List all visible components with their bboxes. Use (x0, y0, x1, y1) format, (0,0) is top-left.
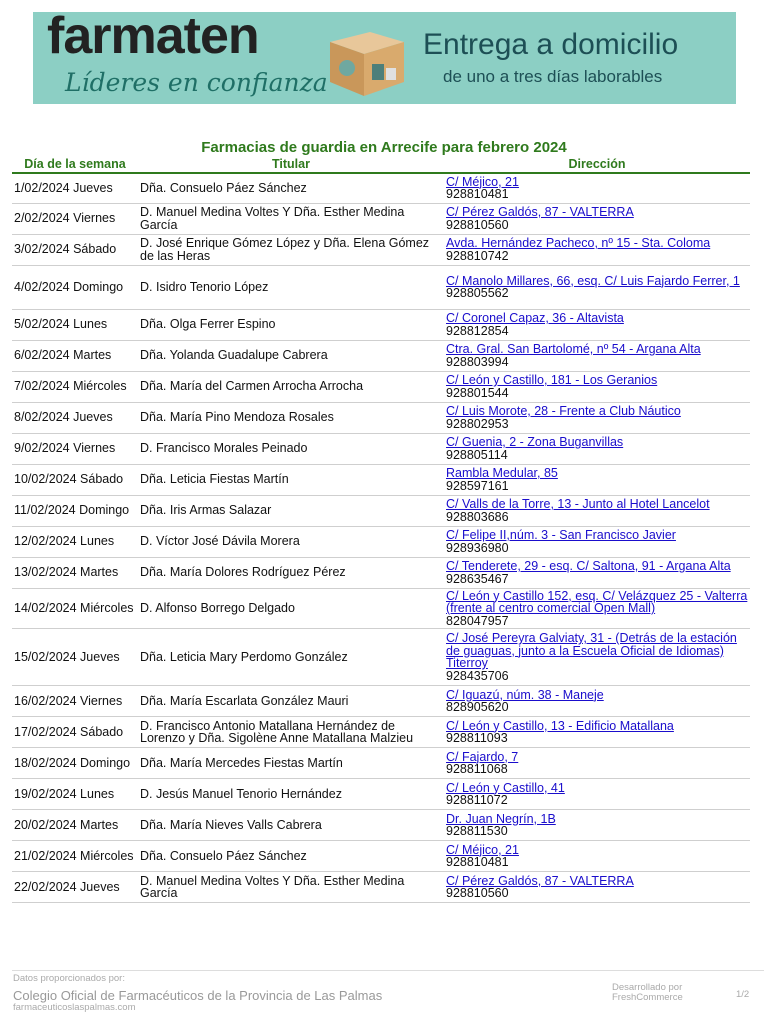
table-row (12, 402, 750, 433)
address-link[interactable]: Dr. Juan Negrín, 1B (446, 811, 556, 826)
row-address-cell (444, 203, 750, 234)
phone-number: 828047957 (446, 613, 509, 628)
table-row (12, 810, 750, 841)
footer-provided-by: Datos proporcionados por: (13, 973, 125, 984)
row-titular: D. Manuel Medina Voltes Y Dña. Esther Medina García (138, 203, 444, 234)
row-address-cell (444, 433, 750, 464)
row-address-cell (444, 265, 750, 309)
row-titular: Dña. María del Carmen Arrocha Arrocha (138, 371, 444, 402)
phone-number: 928810481 (446, 855, 509, 869)
footer-dev-name: FreshCommerce (612, 992, 683, 1003)
row-day: 19/02/2024 Lunes (12, 779, 138, 810)
address-link[interactable]: C/ León y Castillo, 13 - Edificio Matallana (446, 718, 674, 733)
row-day: 8/02/2024 Jueves (12, 402, 138, 433)
row-address-cell (444, 717, 750, 748)
table-row (12, 309, 750, 340)
row-day: 17/02/2024 Sábado (12, 717, 138, 748)
row-titular: Dña. Consuelo Páez Sánchez (138, 173, 444, 203)
row-day: 13/02/2024 Martes (12, 557, 138, 588)
table-row (12, 495, 750, 526)
row-address-cell (444, 371, 750, 402)
header-titular: Titular (138, 156, 444, 173)
row-titular: Dña. Iris Armas Salazar (138, 495, 444, 526)
address-link[interactable]: C/ Méjico, 21 (446, 842, 519, 857)
address-link[interactable]: Ctra. Gral. San Bartolomé, nº 54 - Argana Alta (446, 342, 701, 356)
banner-subline: de uno a tres días laborables (443, 67, 663, 86)
address-link[interactable]: C/ León y Castillo, 181 - Los Geranios (446, 373, 658, 387)
row-titular: D. Alfonso Borrego Delgado (138, 588, 444, 629)
row-address-cell (444, 340, 750, 371)
phone-number: 928802953 (446, 416, 509, 431)
row-titular: Dña. María Mercedes Fiestas Martín (138, 748, 444, 779)
address-link[interactable]: C/ Fajardo, 7 (446, 749, 519, 764)
header-address: Dirección (444, 156, 750, 173)
row-day: 12/02/2024 Lunes (12, 526, 138, 557)
page-title: Farmacias de guardia en Arrecife para febrero 2024 (201, 139, 567, 156)
table-row (12, 464, 750, 495)
row-day: 11/02/2024 Domingo (12, 495, 138, 526)
phone-number: 928936980 (446, 540, 509, 555)
row-address-cell (444, 402, 750, 433)
footer-developer (612, 983, 712, 1003)
row-address-cell (444, 526, 750, 557)
header-day: Día de la semana (12, 156, 138, 173)
address-link[interactable]: C/ Pérez Galdós, 87 - VALTERRA (446, 873, 634, 888)
table-row (12, 526, 750, 557)
pharmacy-box-icon (320, 20, 408, 98)
phone-number: 928810481 (446, 187, 509, 202)
phone-number: 928435706 (446, 668, 509, 683)
footer-site: farmaceuticoslaspalmas.com (13, 1002, 136, 1013)
phone-number: 928812854 (446, 323, 509, 338)
phone-number: 928805114 (446, 447, 508, 462)
table-row (12, 173, 750, 203)
phone-number: 928801544 (446, 385, 509, 400)
row-titular: Dña. María Escarlata González Mauri (138, 686, 444, 717)
row-day: 18/02/2024 Domingo (12, 748, 138, 779)
row-address-cell (444, 588, 750, 629)
row-address-cell (444, 495, 750, 526)
table-row (12, 686, 750, 717)
table-row (12, 265, 750, 309)
phone-number: 828905620 (446, 700, 509, 714)
row-titular: Dña. María Nieves Valls Cabrera (138, 810, 444, 841)
row-titular: D. Francisco Antonio Matallana Hernández de Lorenzo y Dña. Sigolène Anne Matallana Malzieu (138, 717, 444, 748)
phone-number: 928635467 (446, 571, 509, 586)
row-day: 3/02/2024 Sábado (12, 234, 138, 265)
row-address-cell (444, 686, 750, 717)
pharmacy-schedule-table (12, 156, 750, 903)
address-link[interactable]: C/ Luis Morote, 28 - Frente a Club Náutico (446, 404, 681, 418)
row-titular: D. Jesús Manuel Tenorio Hernández (138, 779, 444, 810)
row-day: 20/02/2024 Martes (12, 810, 138, 841)
row-day: 9/02/2024 Viernes (12, 433, 138, 464)
address-link[interactable]: C/ León y Castillo, 41 (446, 780, 565, 795)
brand-logo: farmaten (47, 12, 259, 65)
table-row (12, 371, 750, 402)
table-row (12, 588, 750, 629)
phone-number: 928810560 (446, 217, 509, 232)
row-day: 1/02/2024 Jueves (12, 173, 138, 203)
address-link[interactable]: C/ Felipe II,núm. 3 - San Francisco Javier (446, 528, 676, 542)
phone-number: 928803686 (446, 509, 509, 524)
phone-number: 928805562 (446, 286, 509, 300)
row-day: 5/02/2024 Lunes (12, 309, 138, 340)
row-titular: Dña. Consuelo Páez Sánchez (138, 841, 444, 872)
row-titular: D. José Enrique Gómez López y Dña. Elena Gómez de las Heras (138, 234, 444, 265)
address-link[interactable]: C/ Méjico, 21 (446, 174, 519, 189)
row-address-cell (444, 464, 750, 495)
table-row (12, 433, 750, 464)
row-day: 2/02/2024 Viernes (12, 203, 138, 234)
phone-number: 928810742 (446, 248, 509, 263)
row-titular: Dña. Yolanda Guadalupe Cabrera (138, 340, 444, 371)
row-day: 16/02/2024 Viernes (12, 686, 138, 717)
footer-org: Colegio Oficial de Farmacéuticos de la Provincia de Las Palmas (13, 988, 383, 1003)
row-day: 22/02/2024 Jueves (12, 872, 138, 903)
table-row (12, 629, 750, 686)
row-titular: D. Manuel Medina Voltes Y Dña. Esther Medina García (138, 872, 444, 903)
row-titular: Dña. Olga Ferrer Espino (138, 309, 444, 340)
table-row (12, 748, 750, 779)
address-link[interactable]: C/ León y Castillo 152, esq. C/ Velázquez 25 - Valterra (frente al centro comercial Open Mall) (446, 588, 748, 615)
address-link[interactable]: C/ Coronel Capaz, 36 - Altavista (446, 311, 624, 325)
table-row (12, 872, 750, 903)
table-row (12, 841, 750, 872)
address-link[interactable]: C/ Manolo Millares, 66, esq. C/ Luis Fajardo Ferrer, 1 (446, 273, 740, 288)
row-address-cell (444, 841, 750, 872)
page-number: 1/2 (736, 989, 750, 1000)
row-titular: D. Isidro Tenorio López (138, 265, 444, 309)
phone-number: 928811530 (446, 824, 508, 838)
row-titular: D. Víctor José Dávila Morera (138, 526, 444, 557)
row-day: 7/02/2024 Miércoles (12, 371, 138, 402)
row-address-cell (444, 557, 750, 588)
table-row (12, 717, 750, 748)
row-address-cell (444, 234, 750, 265)
footer (12, 970, 764, 1013)
row-address-cell (444, 779, 750, 810)
table-row (12, 203, 750, 234)
phone-number: 928811068 (446, 762, 508, 776)
row-titular: Dña. María Pino Mendoza Rosales (138, 402, 444, 433)
row-titular: D. Francisco Morales Peinado (138, 433, 444, 464)
address-link[interactable]: Rambla Medular, 85 (446, 466, 558, 480)
phone-number: 928810560 (446, 886, 509, 900)
address-link[interactable]: C/ Guenia, 2 - Zona Buganvillas (446, 435, 624, 449)
address-link[interactable]: C/ Pérez Galdós, 87 - VALTERRA (446, 205, 634, 219)
address-link[interactable]: Avda. Hernández Pacheco, nº 15 - Sta. Coloma (446, 236, 711, 250)
table-row (12, 779, 750, 810)
table-row (12, 340, 750, 371)
address-link[interactable]: C/ Iguazú, núm. 38 - Maneje (446, 687, 604, 702)
footer-dev-label: Desarrollado por (612, 982, 683, 993)
phone-number: 928811093 (446, 731, 508, 745)
row-address-cell (444, 872, 750, 903)
row-address-cell (444, 629, 750, 686)
row-titular: Dña. Leticia Mary Perdomo González (138, 629, 444, 686)
row-day: 14/02/2024 Miércoles (12, 588, 138, 629)
row-address-cell (444, 309, 750, 340)
address-link[interactable]: C/ Valls de la Torre, 13 - Junto al Hotel Lancelot (446, 497, 710, 511)
address-link[interactable]: C/ José Pereyra Galviaty, 31 - (Detrás de la estación de guaguas, junto a la Escuela Oficial de Idiomas) Titerroy (446, 631, 737, 670)
row-titular: Dña. María Dolores Rodríguez Pérez (138, 557, 444, 588)
table-row (12, 234, 750, 265)
address-link[interactable]: C/ Tenderete, 29 - esq. C/ Saltona, 91 - Argana Alta (446, 559, 731, 573)
row-day: 6/02/2024 Martes (12, 340, 138, 371)
row-address-cell (444, 173, 750, 203)
row-day: 4/02/2024 Domingo (12, 265, 138, 309)
row-day: 10/02/2024 Sábado (12, 464, 138, 495)
phone-number: 928597161 (446, 478, 509, 493)
farmaten-banner[interactable] (33, 12, 736, 104)
phone-number: 928803994 (446, 354, 509, 369)
banner-headline: Entrega a domicilio (423, 28, 679, 61)
phone-number: 928811072 (446, 793, 508, 807)
row-titular: Dña. Leticia Fiestas Martín (138, 464, 444, 495)
table-header-row (12, 156, 750, 173)
row-day: 15/02/2024 Jueves (12, 629, 138, 686)
table-row (12, 557, 750, 588)
brand-tagline: Líderes en confianza (65, 68, 328, 97)
row-address-cell (444, 748, 750, 779)
row-address-cell (444, 810, 750, 841)
row-day: 21/02/2024 Miércoles (12, 841, 138, 872)
